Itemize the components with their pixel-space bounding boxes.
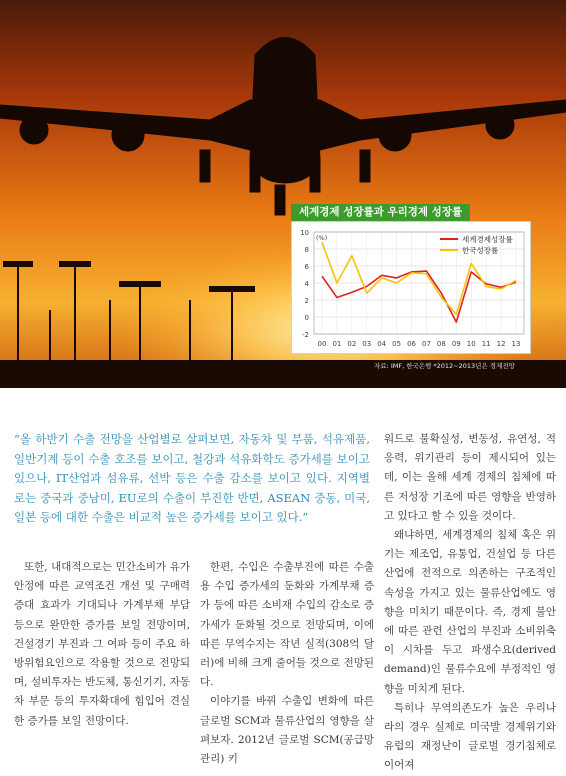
x-tick-label: 10 [466,340,476,348]
y-tick-label: 8 [304,246,309,254]
legend-label: 한국성장률 [462,246,499,255]
x-tick-label: 09 [451,340,461,348]
paragraph: 한편, 수입은 수출부진에 따른 수출용 수입 증가세의 둔화와 가계부채 증가 등에 따른 소비재 수입의 감소로 증가세가 둔화될 것으로 전망되며, 이에 따른 무역수지는 작년 실적(308억 달러)에 비해 크게 줄어들 것으로 전망된다. [200,561,374,689]
x-tick-label: 13 [511,340,521,348]
article-column-3 [384,430,556,776]
paragraph: 이야기를 바꿔 수출입 변화에 따른 글로벌 SCM과 물류산업의 영향을 살펴보자. 2012년 글로벌 SCM(공급망관리) 키 [200,695,374,766]
growth-rate-chart [291,204,531,354]
x-tick-label: 08 [436,340,446,348]
article-column-2 [200,558,374,769]
paragraph: 특히나 무역의존도가 높은 우리나라의 경우 실제로 미국발 경제위기와 유럽의 재정난이 글로벌 경기침체로 이어져 [384,701,556,772]
paragraph: 왜냐하면, 세계경제의 침체 혹은 위기는 제조업, 유통업, 건설업 등 다른 산업에 전적으로 의존하는 구조적인 속성을 가지고 있는 물류산업에도 영향을 미치기 때문이다. 즉, 경제 불안에 따른 관련 산업의 부진과 소비위축이 시차를 두고 파생수요(derived demand)인 물류수요에 부정적인 영향을 미치게 된다. [384,529,556,695]
x-tick-label: 00 [317,340,327,348]
y-tick-label: 4 [304,280,309,288]
x-tick-label: 11 [481,340,491,348]
y-tick-label: 2 [304,297,309,305]
x-tick-label: 05 [392,340,402,348]
y-tick-label: 0 [304,314,309,322]
x-tick-label: 03 [362,340,372,348]
legend-label: 세계경제성장률 [462,235,513,244]
chart-panel [291,221,531,354]
chart-source-note: 자료: IMF, 한국은행 *2012~2013년은 경제전망 [374,362,515,370]
article-column-1 [14,558,190,731]
y-tick-label: 10 [300,229,309,237]
chart-plot [292,222,532,355]
y-tick-label: -2 [302,331,309,339]
x-tick-label: 07 [422,340,431,348]
y-tick-label: 6 [304,263,309,271]
paragraph: 워드로 불확실성, 변동성, 유연성, 적응력, 위기관리 등이 제시되어 있는데, 이는 올해 세계 경제의 침체에 따른 저성장 기조에 따른 영향을 반영하고 있다고 할 수 있을 것이다. [384,433,556,522]
paragraph: 또한, 내대적으로는 민간소비가 유가안정에 따른 교역조건 개선 및 구매력 증대 효과가 기대되나 가계부채 부담 등으로 완만한 증가를 보일 전망이며, 건설경기 부진과 그 여파 등이 주요 하방위험요인으로 작용할 것으로 전망되며, 설비투자는 반도체, 통신기기, 자동차 부문 등의 투자확대에 힘입어 견실한 증가를 보일 전망이다. [14,561,190,727]
x-tick-label: 04 [377,340,387,348]
article-summary-quote: “올 하반기 수출 전망을 산업별로 살펴보면, 자동차 및 부품, 석유제품, 일반기계 등이 수출 호조를 보이고, 철강과 석유화학도 증가세를 보이고 있으나, IT산업과 섬유류, 선박 등은 수출 감소를 보이고 있다. 지역별로는 중국과 중남미, EU로의 수출이 부진한 반면, ASEAN 중동, 미국, 일본 등에 대한 수출은 비교적 높은 증가세를 보이고 있다.” [14,432,370,524]
y-unit-label: (%) [316,234,328,242]
x-tick-label: 02 [347,340,357,348]
x-tick-label: 06 [407,340,416,348]
series-line [322,271,516,322]
chart-title: 세계경제 성장률과 우리경제 성장률 [291,204,470,221]
x-tick-label: 12 [496,340,506,348]
x-tick-label: 01 [332,340,342,348]
